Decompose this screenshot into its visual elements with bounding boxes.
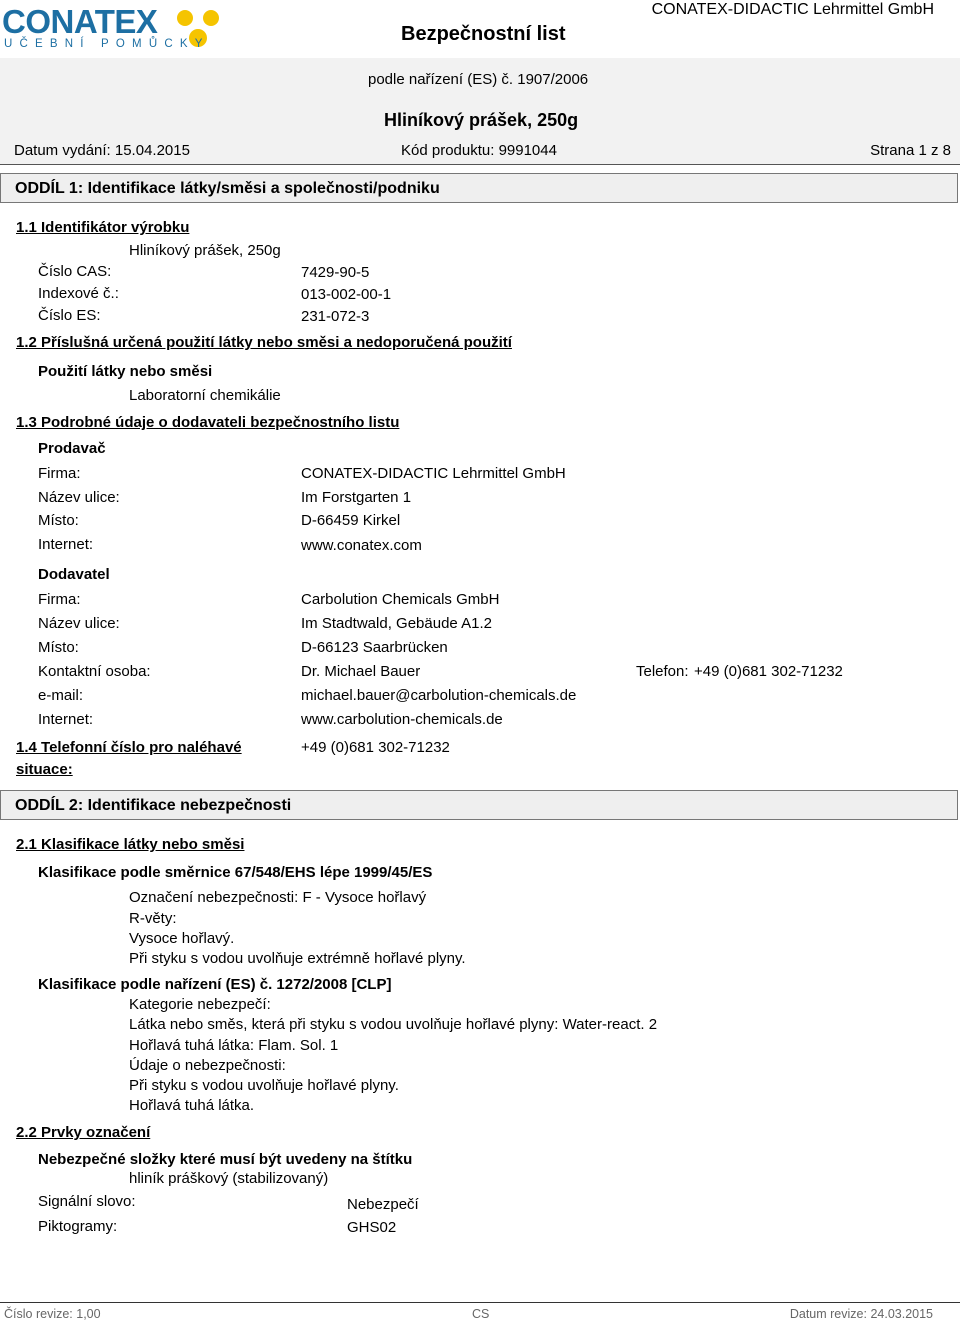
section-1-bar	[0, 173, 958, 203]
revision-date: Datum revize: 24.03.2015	[789, 1307, 933, 1321]
company-name: CONATEX-DIDACTIC Lehrmittel GmbH	[651, 1, 934, 18]
product-code: Kód produktu: 9991044	[401, 142, 557, 159]
section-2-title: ODDÍL 2: Identifikace nebezpečnosti	[15, 797, 292, 814]
index-value: 013-002-00-1	[301, 286, 392, 303]
logo-main: CONATEX	[2, 3, 158, 40]
section-2-bar	[0, 790, 958, 820]
es-value: 231-072-3	[301, 308, 370, 325]
seller-value: D-66459 Kirkel	[301, 512, 401, 529]
supplier-value: Im Stadtwald, Gebäude A1.2	[301, 615, 492, 632]
directive-line: Vysoce hořlavý.	[129, 930, 235, 947]
clp-line: Hořlavá tuhá látka.	[129, 1097, 255, 1114]
supplier-label: e-mail:	[38, 687, 84, 704]
doc-title: Bezpečnostní list	[401, 23, 566, 45]
phone-value: +49 (0)681 302-71232	[694, 663, 843, 680]
product-title: Hliníkový prášek, 250g	[384, 110, 579, 130]
signal-word-label: Signální slovo:	[38, 1193, 136, 1210]
heading-2-2: 2.2 Prvky označení	[16, 1124, 151, 1141]
supplier-label: Kontaktní osoba:	[38, 663, 151, 680]
issue-date: Datum vydání: 15.04.2015	[14, 142, 190, 159]
use-value: Laboratorní chemikálie	[129, 387, 281, 404]
index-label: Indexové č.:	[38, 285, 119, 302]
heading-2-1: 2.1 Klasifikace látky nebo směsi	[16, 836, 245, 853]
supplier-value: Dr. Michael Bauer	[301, 663, 421, 680]
regulation: podle nařízení (ES) č. 1907/2006	[368, 71, 589, 88]
supplier-value: Carbolution Chemicals GmbH	[301, 591, 500, 608]
clp-line: Hořlavá tuhá látka: Flam. Sol. 1	[129, 1037, 339, 1054]
clp-line: Údaje o nebezpečnosti:	[129, 1057, 286, 1074]
directive-title: Klasifikace podle směrnice 67/548/EHS lépe 1999/45/ES	[38, 864, 433, 881]
supplier-email-link[interactable]: michael.bauer@carbolution-chemicals.de	[301, 687, 577, 704]
supplier-website-link[interactable]: www.carbolution-chemicals.de	[301, 711, 503, 728]
supplier-value: D-66123 Saarbrücken	[301, 639, 448, 656]
emergency-phone: +49 (0)681 302-71232	[301, 739, 450, 756]
section-1-title: ODDÍL 1: Identifikace látky/směsi a společnosti/podniku	[15, 180, 440, 197]
supplier-label: Místo:	[38, 639, 79, 656]
supplier-label: Firma:	[38, 591, 81, 608]
supplier-label: Název ulice:	[38, 615, 120, 632]
seller-label: Firma:	[38, 465, 81, 482]
es-label: Číslo ES:	[38, 307, 101, 324]
seller-label: Název ulice:	[38, 489, 120, 506]
cas-label: Číslo CAS:	[38, 263, 112, 280]
heading-1-3: 1.3 Podrobné údaje o dodavateli bezpečnostního listu	[16, 414, 400, 431]
directive-line: Označení nebezpečnosti: F - Vysoce hořlavý	[129, 889, 427, 906]
use-subheading: Použití látky nebo směsi	[38, 363, 213, 380]
seller-value: CONATEX-DIDACTIC Lehrmittel GmbH	[301, 465, 566, 482]
cas-value: 7429-90-5	[301, 264, 370, 281]
language-code: CS	[472, 1307, 490, 1321]
phone-label: Telefon:	[636, 663, 689, 680]
heading-1-1: 1.1 Identifikátor výrobku	[16, 219, 190, 236]
supplier-label: Internet:	[38, 711, 94, 728]
heading-1-4-cont: situace:	[16, 761, 73, 778]
clp-title: Klasifikace podle nařízení (ES) č. 1272/2008 [CLP]	[38, 976, 392, 993]
directive-line: Při styku s vodou uvolňuje extrémně hořlavé plyny.	[129, 950, 466, 967]
signal-word-value: Nebezpečí	[347, 1196, 419, 1213]
components-title: Nebezpečné složky které musí být uvedeny na štítku	[38, 1151, 413, 1168]
heading-1-2: 1.2 Příslušná určená použití látky nebo směsi a nedoporučená použití	[16, 334, 512, 351]
page-number: Strana 1 z 8	[870, 142, 951, 159]
seller-title: Prodavač	[38, 440, 106, 457]
pictogram-label: Piktogramy:	[38, 1218, 118, 1235]
pictogram-value: GHS02	[347, 1219, 397, 1236]
heading-1-4: 1.4 Telefonní číslo pro naléhavé	[16, 739, 242, 756]
logo-sub: UČEBNÍ POMŮCKY	[4, 38, 210, 50]
seller-label: Internet:	[38, 536, 94, 553]
header-divider	[0, 164, 960, 165]
seller-value: Im Forstgarten 1	[301, 489, 412, 506]
clp-line: Při styku s vodou uvolňuje hořlavé plyny.	[129, 1077, 399, 1094]
clp-line: Kategorie nebezpečí:	[129, 996, 271, 1013]
revision-number: Číslo revize: 1,00	[4, 1307, 101, 1321]
footer-divider	[0, 1302, 960, 1303]
component-name: hliník práškový (stabilizovaný)	[129, 1170, 329, 1187]
seller-website-link[interactable]: www.conatex.com	[301, 537, 422, 554]
seller-label: Místo:	[38, 512, 79, 529]
clp-line: Látka nebo směs, která při styku s vodou uvolňuje hořlavé plyny: Water-react. 2	[129, 1016, 658, 1033]
product-name: Hliníkový prášek, 250g	[129, 242, 281, 259]
supplier-title: Dodavatel	[38, 566, 110, 583]
directive-line: R-věty:	[129, 910, 177, 927]
